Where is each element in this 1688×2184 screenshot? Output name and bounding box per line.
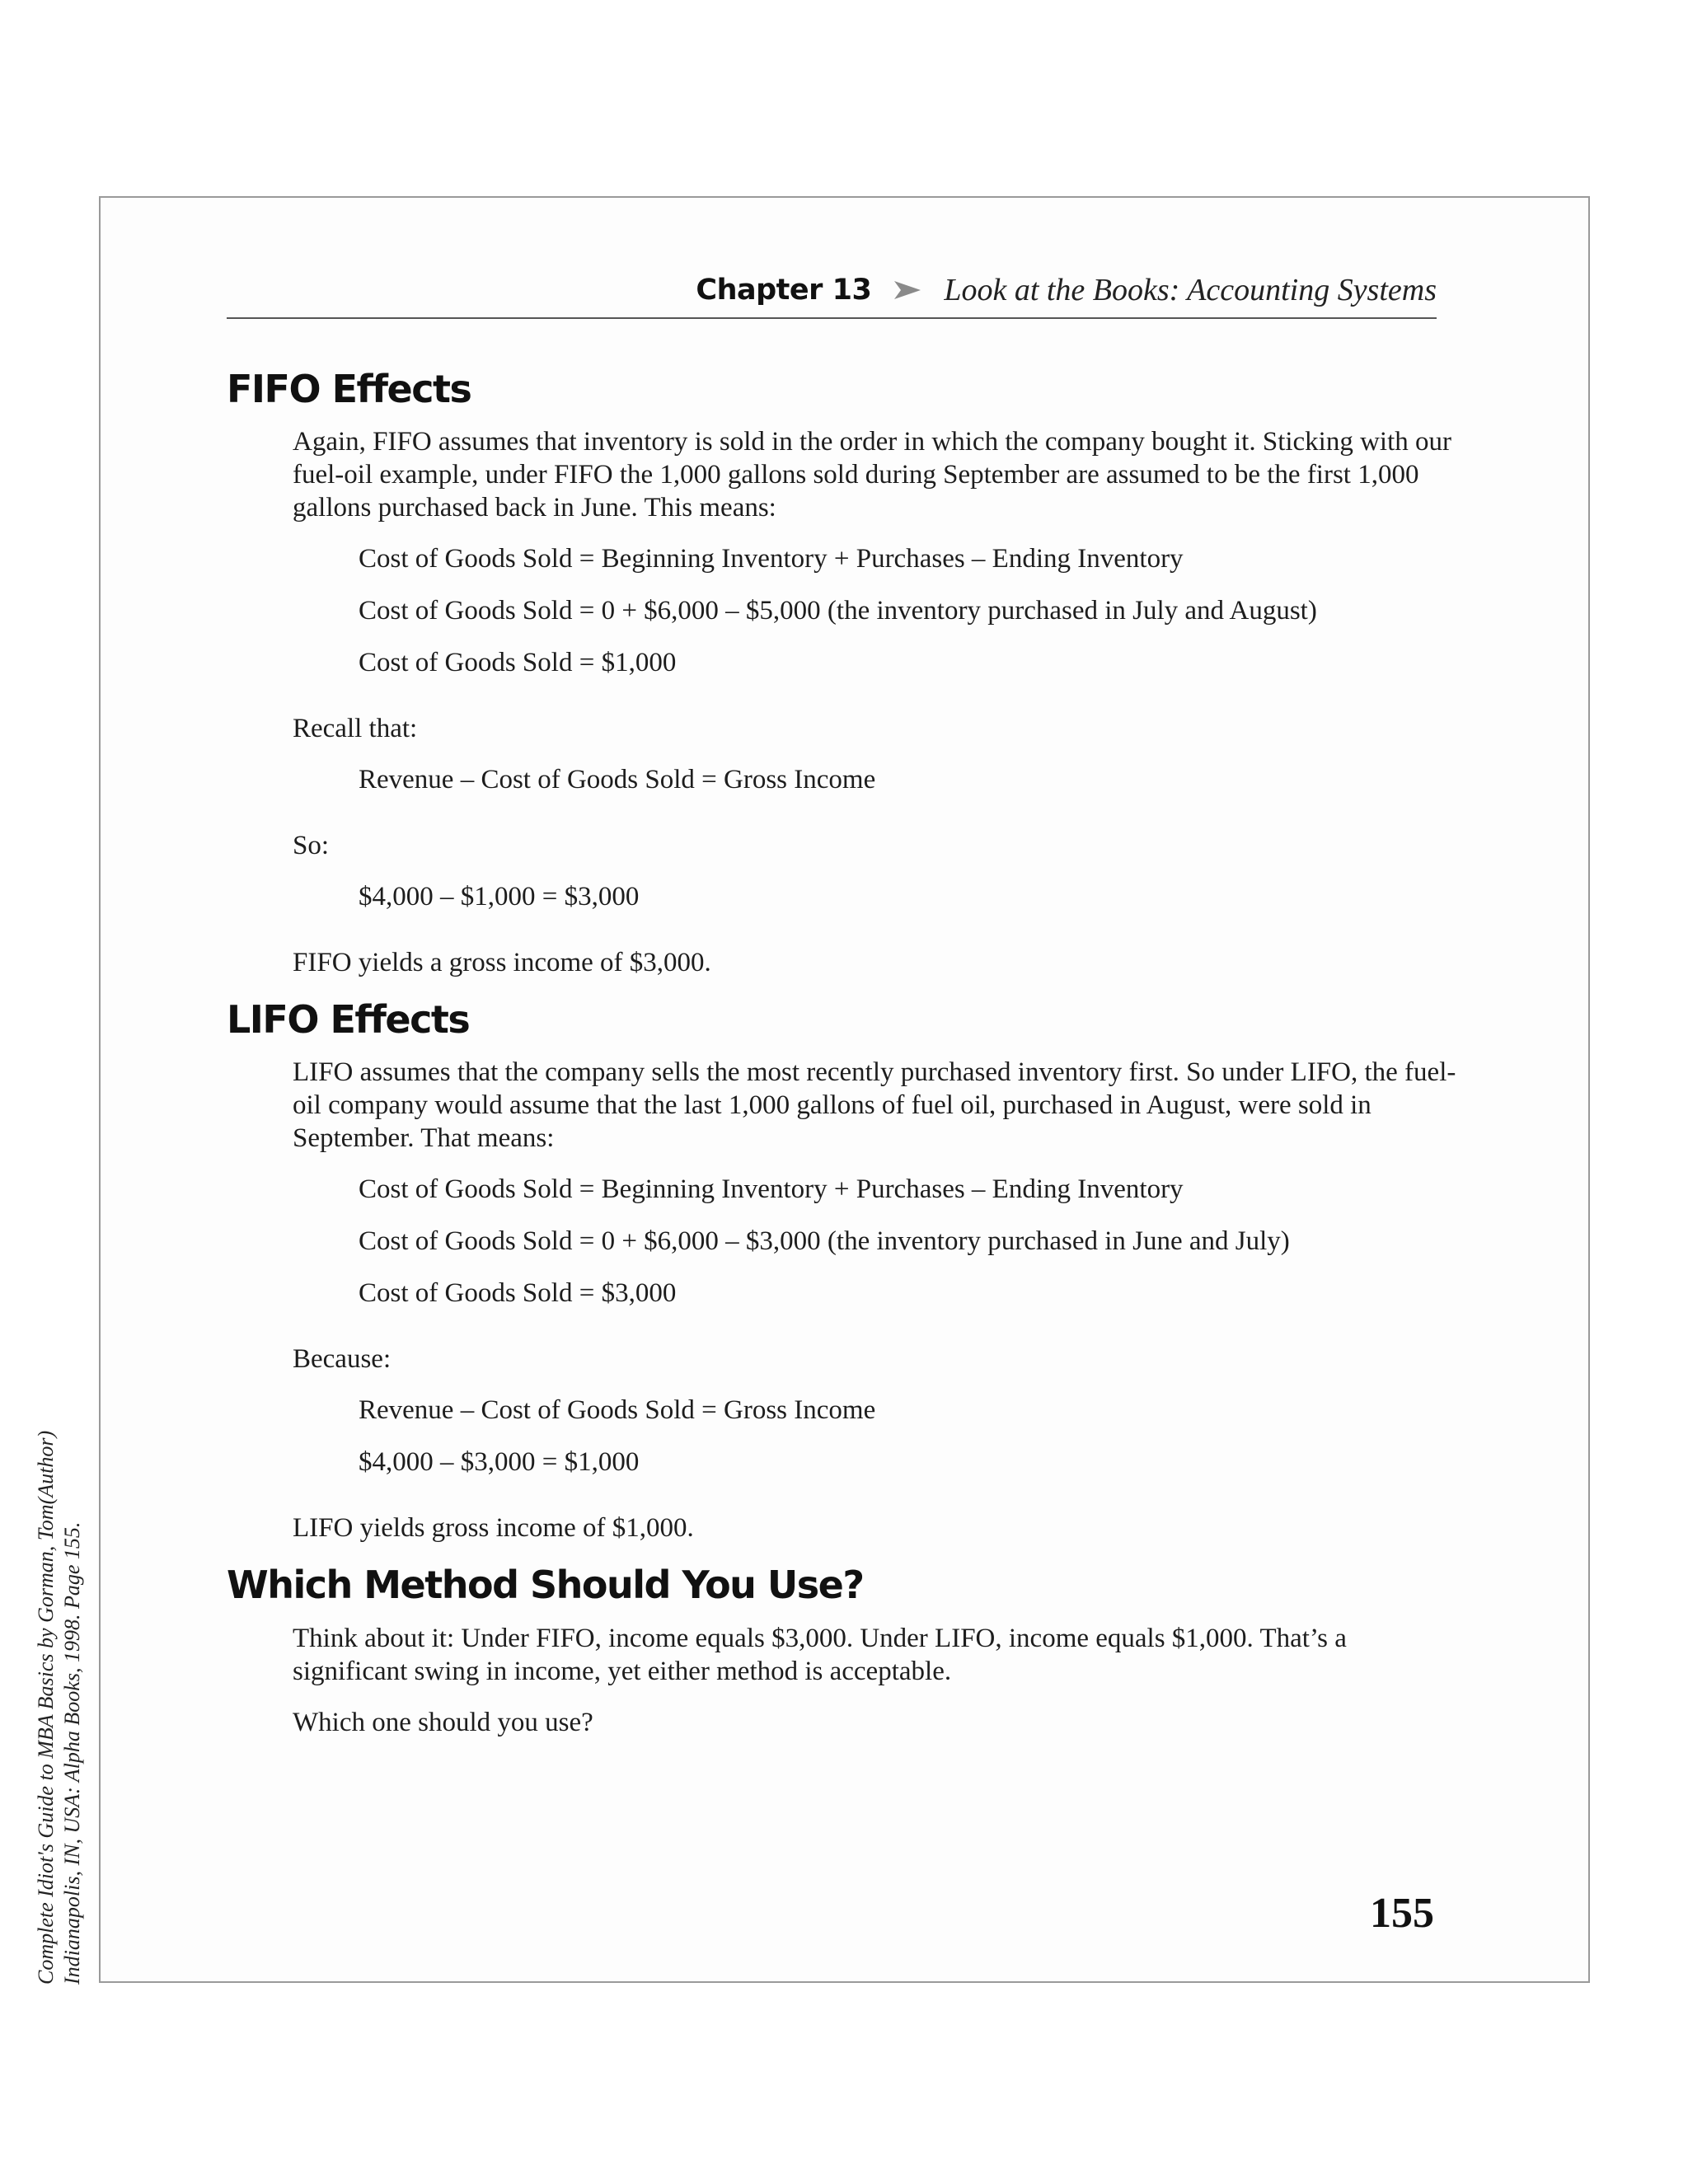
lifo-equation-3: Cost of Goods Sold = $3,000 <box>359 1278 677 1309</box>
running-header <box>227 268 1437 319</box>
page-body <box>227 367 1463 1757</box>
chapter-label: Chapter 13 <box>696 274 872 307</box>
lifo-equation-2: Cost of Goods Sold = 0 + $6,000 – $3,000 (the inventory purchased in June and July) <box>359 1226 1290 1257</box>
which-method-para-1: Think about it: Under FIFO, income equals $3,000. Under LIFO, income equals $1,000. That’s a significant swing in income, yet either method is acceptable. <box>293 1623 1347 1686</box>
side-citation <box>33 1391 86 1985</box>
fifo-recall: Recall that: <box>293 714 418 744</box>
which-method-section <box>227 1563 1463 1738</box>
lifo-because: Because: <box>293 1344 392 1375</box>
lifo-equation-5: $4,000 – $3,000 = $1,000 <box>359 1447 640 1478</box>
fifo-heading: FIFO Effects <box>227 367 471 411</box>
fifo-section <box>227 367 1463 979</box>
lifo-section <box>227 997 1463 1544</box>
fifo-intro: Again, FIFO assumes that inventory is sold in the order in which the company bought it. Sticking with our fuel-oil example, under FIFO the 1,000 gallons sold during September are assumed to be the first 1,000 gallons purchased back in June. This means: <box>293 427 1452 523</box>
fifo-equation-5: $4,000 – $1,000 = $3,000 <box>359 882 640 912</box>
fifo-equation-4: Revenue – Cost of Goods Sold = Gross Income <box>359 765 876 795</box>
lifo-conclusion: LIFO yields gross income of $1,000. <box>293 1513 694 1544</box>
fifo-equation-1: Cost of Goods Sold = Beginning Inventory + Purchases – Ending Inventory <box>359 544 1184 574</box>
lifo-equation-1: Cost of Goods Sold = Beginning Inventory + Purchases – Ending Inventory <box>359 1174 1184 1205</box>
which-method-heading: Which Method Should You Use? <box>227 1563 864 1608</box>
lifo-equation-4: Revenue – Cost of Goods Sold = Gross Income <box>359 1395 876 1426</box>
fifo-so: So: <box>293 831 330 861</box>
arrow-right-icon <box>893 279 922 301</box>
which-method-para-2: Which one should you use? <box>293 1707 593 1737</box>
chapter-title: Look at the Books: Accounting Systems <box>944 273 1437 307</box>
citation-line-2: Indianapolis, IN, USA: Alpha Books, 1998. Page 155. <box>60 1521 84 1985</box>
lifo-intro: LIFO assumes that the company sells the most recently purchased inventory first. So under LIFO, the fuel-oil company would assume that the last 1,000 gallons of fuel oil, purchased in August, were sold in September. That means: <box>293 1057 1456 1154</box>
lifo-heading: LIFO Effects <box>227 997 470 1043</box>
citation-line-1: Complete Idiot's Guide to MBA Basics by Gorman, Tom(Author) <box>34 1430 58 1985</box>
fifo-equation-3: Cost of Goods Sold = $1,000 <box>359 648 677 678</box>
fifo-equation-2: Cost of Goods Sold = 0 + $6,000 – $5,000 (the inventory purchased in July and August) <box>359 596 1317 626</box>
page-number: 155 <box>1370 1890 1434 1937</box>
fifo-conclusion: FIFO yields a gross income of $3,000. <box>293 948 711 978</box>
